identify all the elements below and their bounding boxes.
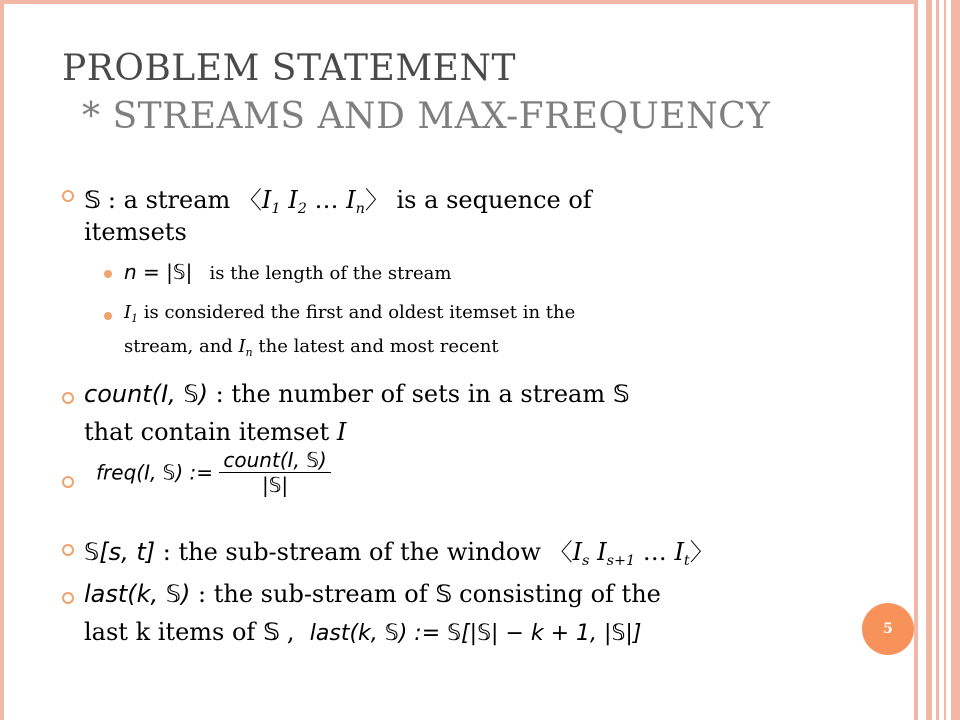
bullet-1-line-2: itemsets <box>84 218 187 246</box>
freq-formula: freq(I, 𝕊) := $\frac{\text{count(I, 𝕊)}}{\text{|𝕊|}}$ <box>96 448 331 497</box>
bullet-ring-5 <box>62 592 74 604</box>
count-formula: count(I, 𝕊) <box>84 380 209 408</box>
bullet-5-line-2: last k items of 𝕊 , last(k, 𝕊) := 𝕊[|𝕊| − k + 1, |𝕊|] <box>84 618 642 646</box>
bullet-2-line-1: count(I, 𝕊) : the number of sets in a stream 𝕊 <box>84 380 630 408</box>
bullet-2-line-2: that contain itemset I <box>84 418 347 446</box>
last-definition: last(k, 𝕊) := 𝕊[|𝕊| − k + 1, |𝕊|] <box>309 621 642 646</box>
right-stripe-3 <box>944 0 946 720</box>
right-stripe-1 <box>926 0 932 720</box>
stream-symbol: 𝕊 <box>84 186 101 214</box>
substream-formula: 𝕊[s, t] <box>84 538 156 566</box>
sub-bullet-2 <box>104 312 112 320</box>
slide-title: PROBLEM STATEMENT <box>62 48 516 89</box>
bullet-ring-4 <box>62 544 74 556</box>
slide-subtitle: * STREAMS AND MAX-FREQUENCY <box>82 96 771 137</box>
sub-bullet-2-line-1: $I_1$ is considered the first and oldest itemset in the <box>124 302 576 325</box>
last-formula: last(k, 𝕊) <box>84 580 191 608</box>
sub-bullet-1 <box>104 270 112 278</box>
bullet-ring-3 <box>62 476 74 488</box>
bullet-5-line-1: last(k, 𝕊) : the sub-stream of 𝕊 consisting of the <box>84 580 661 608</box>
bullet-4-line-1: 𝕊[s, t] : the sub-stream of the window 〈$I_s$ $I_{s+1}$ … $I_t$〉 <box>84 538 714 570</box>
bullet-ring-2 <box>62 392 74 404</box>
sub-bullet-2-line-2: stream, and $I_n$ the latest and most recent <box>124 336 499 359</box>
right-stripe-4 <box>951 0 960 720</box>
right-stripe-2 <box>936 0 939 720</box>
length-formula: n = |𝕊| <box>124 260 193 284</box>
bullet-1-line-1: 𝕊 : a stream 〈$I_1$ $I_2$ … $I_n$〉 is a sequence of <box>84 186 592 218</box>
page-number-badge: 5 <box>862 603 914 655</box>
sub-bullet-1-text: n = |𝕊| is the length of the stream <box>124 260 452 284</box>
bullet-ring-1 <box>62 190 74 202</box>
